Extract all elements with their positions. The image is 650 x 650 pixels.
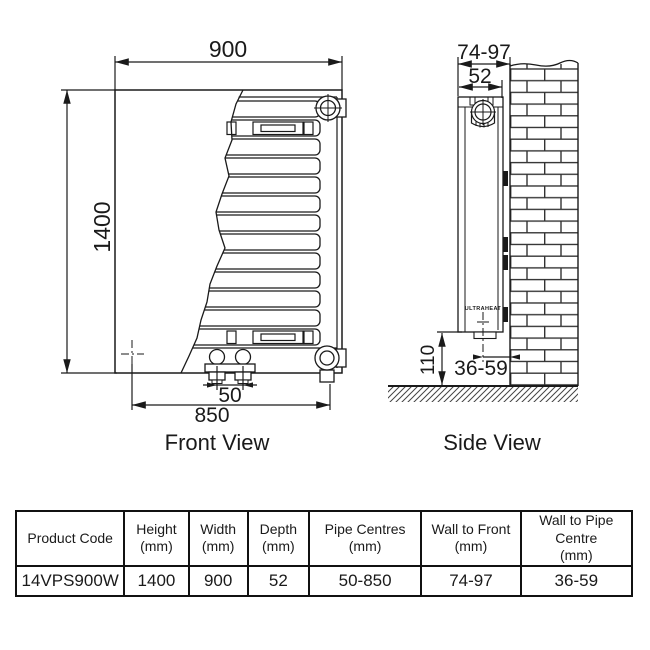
front-view-drawing bbox=[115, 90, 346, 384]
dim-wall-to-front-label: 74-97 bbox=[457, 41, 511, 64]
header-height: Height (mm) bbox=[124, 511, 188, 566]
cell-height: 1400 bbox=[124, 566, 188, 596]
dim-floor-clearance-label: 110 bbox=[418, 344, 439, 376]
dim-pipe-centres-max-label: 850 bbox=[194, 404, 230, 427]
table-header-row bbox=[16, 511, 632, 566]
dim-depth-label: 52 bbox=[468, 65, 492, 88]
brick-wall bbox=[510, 61, 578, 387]
radiator-side-profile bbox=[458, 97, 508, 362]
cell-product-code: 14VPS900W bbox=[16, 566, 124, 596]
header-pipe-centres: Pipe Centres (mm) bbox=[309, 511, 421, 566]
cell-pipe-centres: 50-850 bbox=[309, 566, 421, 596]
table-data-row bbox=[16, 566, 632, 596]
side-view-label: Side View bbox=[443, 430, 541, 455]
front-view-label: Front View bbox=[164, 430, 270, 455]
cell-width: 900 bbox=[189, 566, 248, 596]
header-depth: Depth (mm) bbox=[248, 511, 309, 566]
dim-pipe-centres-min-label: 50 bbox=[218, 384, 242, 407]
dim-wall-to-pipe-centre-label: 36-59 bbox=[454, 357, 508, 380]
header-width: Width (mm) bbox=[189, 511, 248, 566]
brand-label: ULTRAHEAT bbox=[464, 306, 502, 312]
header-product-code: Product Code bbox=[16, 511, 124, 566]
header-wall-to-pipe-centre: Wall to Pipe Centre (mm) bbox=[521, 511, 632, 566]
dim-front-width-label: 900 bbox=[208, 36, 248, 62]
bottom-right-valve bbox=[315, 346, 346, 382]
dim-front-height-label: 1400 bbox=[89, 201, 115, 253]
specification-table bbox=[15, 510, 633, 597]
side-view-drawing bbox=[388, 61, 578, 403]
floor-ground bbox=[388, 386, 578, 402]
cell-wall-to-front: 74-97 bbox=[421, 566, 520, 596]
header-wall-to-front: Wall to Front (mm) bbox=[421, 511, 520, 566]
cell-depth: 52 bbox=[248, 566, 309, 596]
cell-wall-to-pipe-centre: 36-59 bbox=[521, 566, 632, 596]
